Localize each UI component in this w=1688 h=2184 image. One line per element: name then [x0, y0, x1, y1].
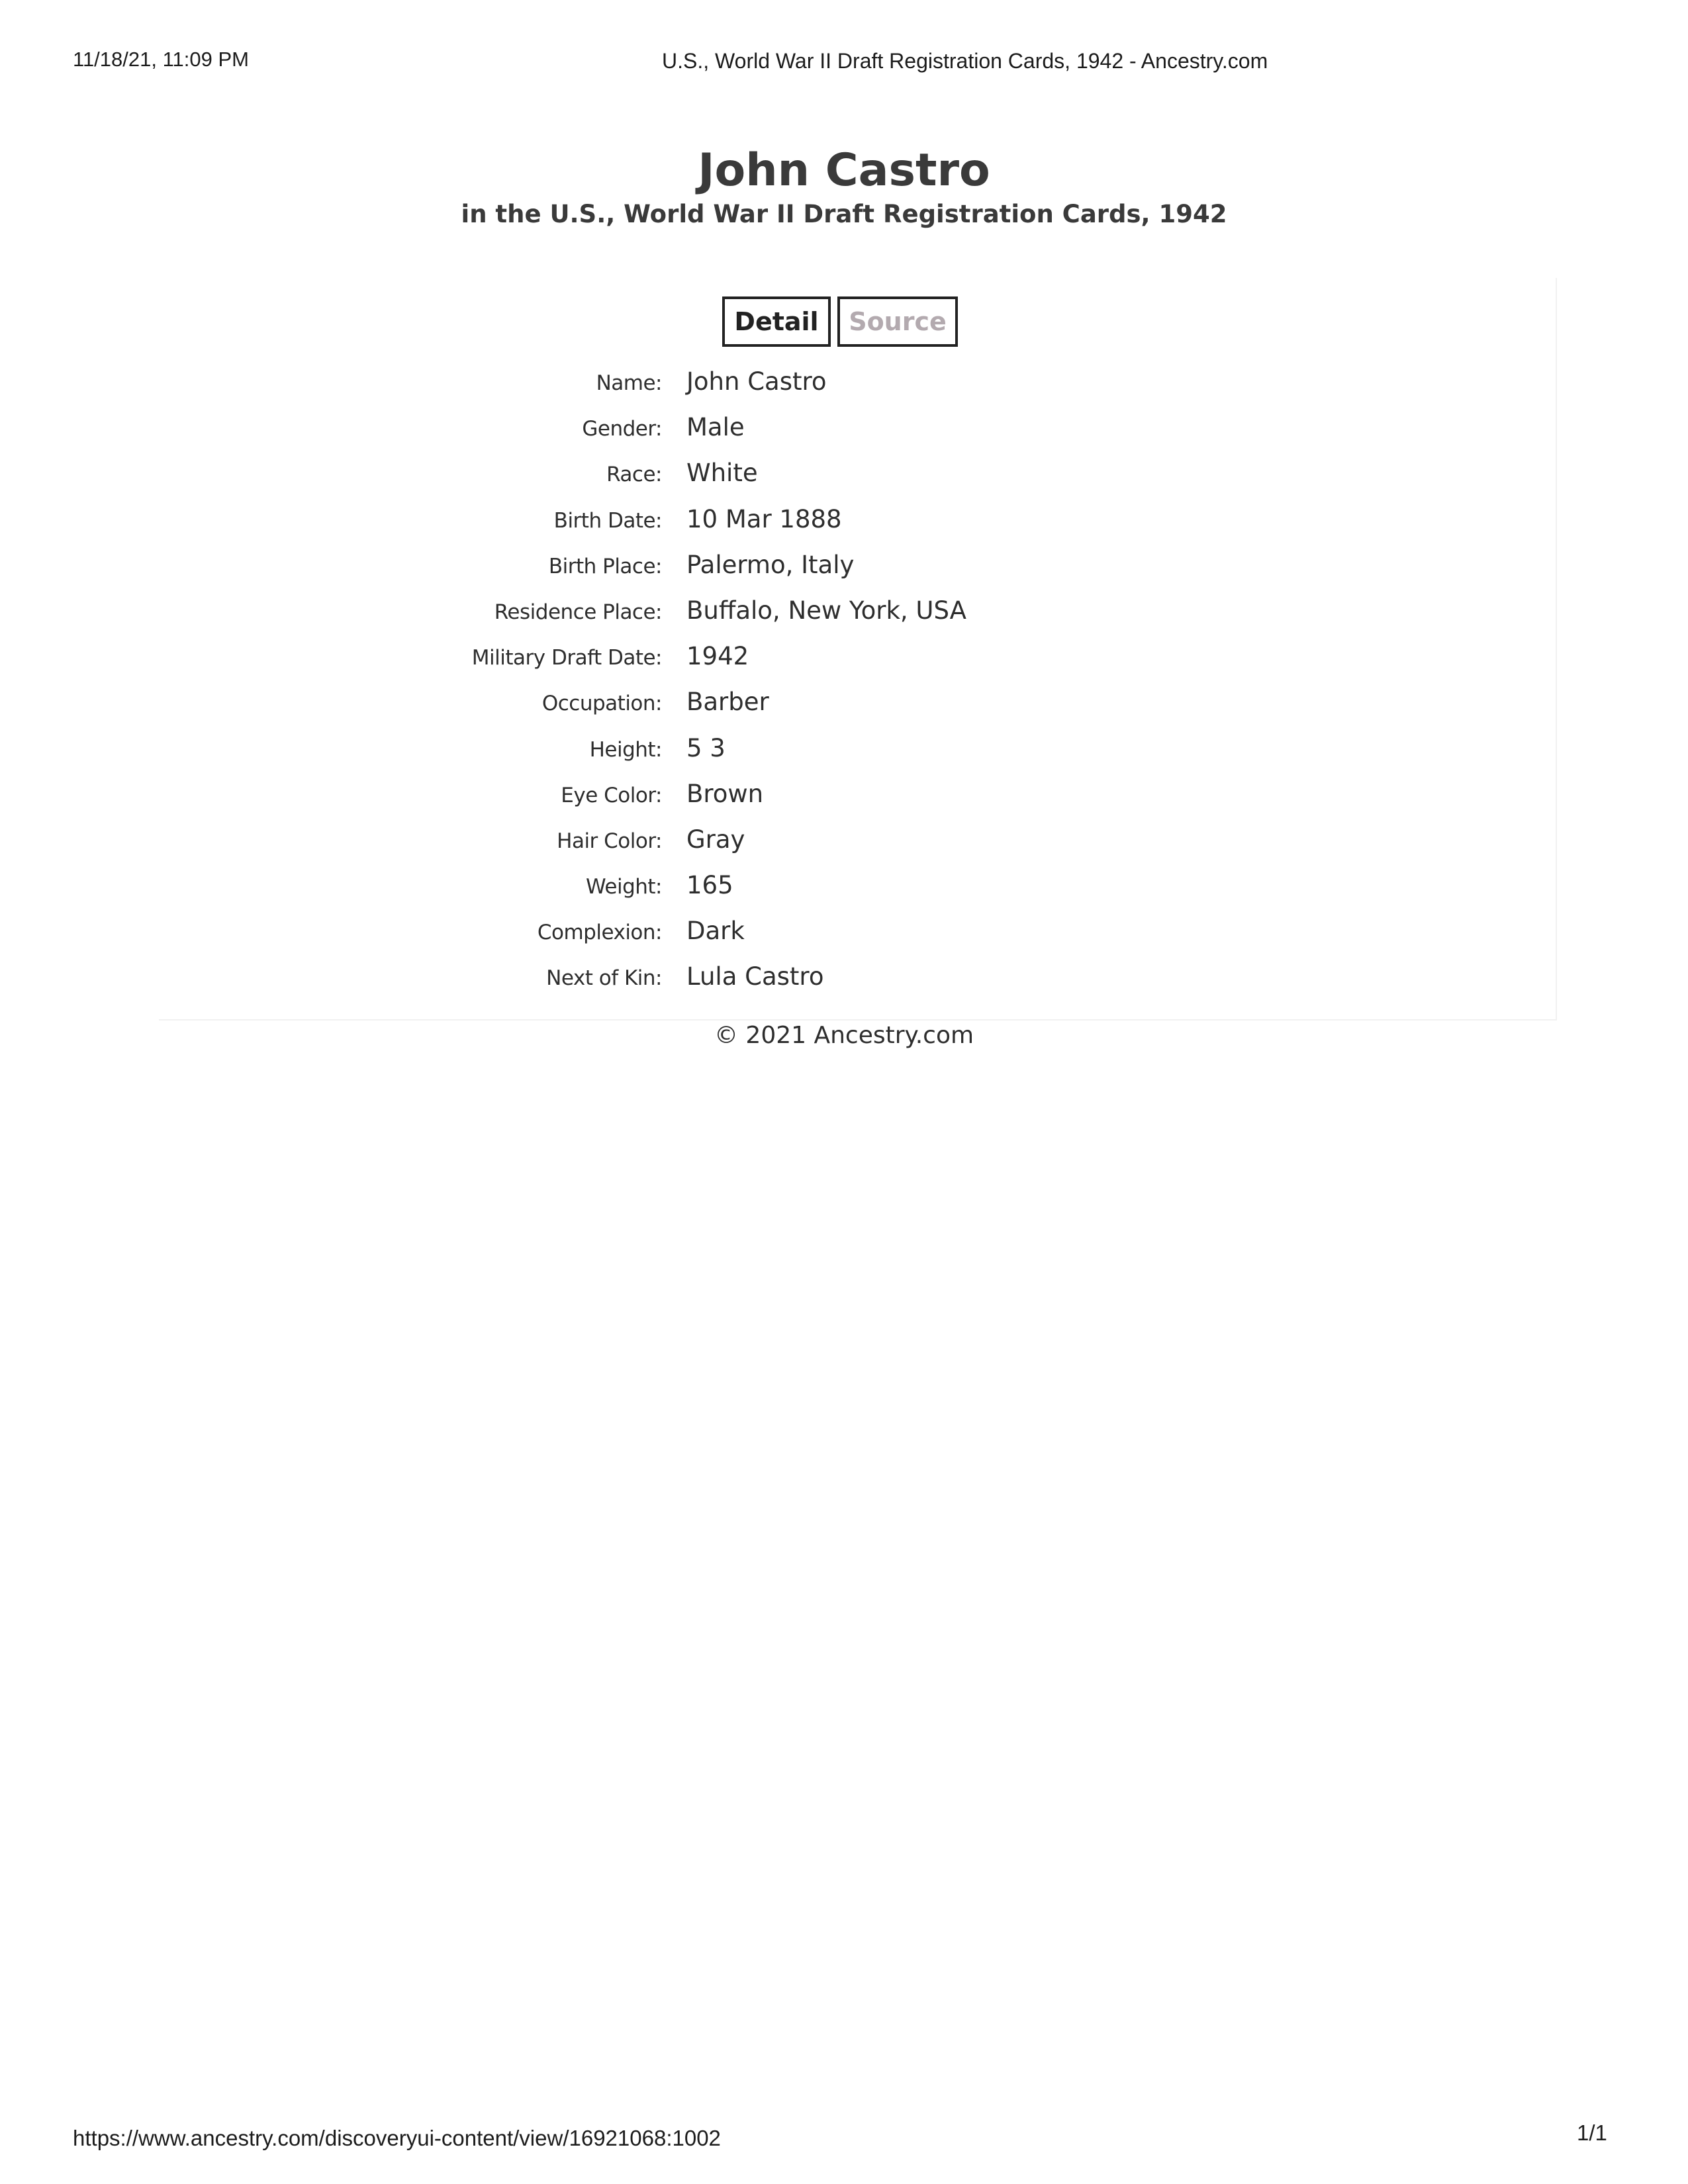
field-value: Brown: [686, 779, 764, 808]
field-row-birth-place: [0, 551, 1688, 596]
field-value: Buffalo, New York, USA: [686, 596, 966, 625]
print-page-number: 1/1: [1577, 2120, 1607, 2145]
field-value: Dark: [686, 917, 745, 946]
field-row-next-of-kin: [0, 962, 1688, 1008]
field-label: Occupation:: [541, 692, 662, 716]
record-fields: [0, 367, 1688, 1009]
field-value: 5 3: [686, 733, 726, 762]
field-row-name: [0, 367, 1688, 413]
field-label: Next of Kin:: [546, 966, 662, 991]
field-label: Weight:: [586, 875, 662, 899]
record-subtitle: in the U.S., World War II Draft Registration Cards, 1942: [461, 200, 1227, 228]
field-label: Complexion:: [537, 921, 662, 945]
field-row-height: [0, 734, 1688, 780]
field-row-race: [0, 459, 1688, 504]
field-value: Barber: [686, 688, 769, 717]
print-url: https://www.ancestry.com/discoveryui-content/view/16921068:1002: [73, 2126, 721, 2150]
tab-source[interactable]: Source: [837, 296, 958, 347]
record-title: John Castro: [698, 144, 990, 197]
tab-detail[interactable]: Detail: [722, 296, 831, 347]
field-label: Height:: [589, 737, 662, 762]
field-value: Gray: [686, 825, 745, 854]
field-value: White: [686, 459, 758, 488]
field-label: Eye Color:: [561, 783, 662, 807]
field-label: Gender:: [582, 417, 662, 441]
field-row-birth-date: [0, 505, 1688, 551]
field-row-gender: [0, 413, 1688, 459]
field-row-military-draft-date: [0, 642, 1688, 688]
field-label: Birth Date:: [553, 508, 662, 533]
field-value: Lula Castro: [686, 962, 824, 991]
record-tabs: [722, 296, 958, 347]
copyright-notice: © 2021 Ancestry.com: [714, 1022, 974, 1049]
field-label: Military Draft Date:: [471, 646, 662, 670]
field-value: 1942: [686, 642, 749, 671]
field-label: Name:: [596, 371, 662, 395]
field-value: Palermo, Italy: [686, 550, 855, 579]
field-label: Birth Place:: [548, 554, 662, 578]
print-datetime: 11/18/21, 11:09 PM: [73, 48, 249, 71]
field-label: Hair Color:: [557, 829, 662, 853]
field-value: 165: [686, 871, 733, 900]
field-label: Race:: [606, 463, 662, 487]
field-row-eye-color: [0, 780, 1688, 825]
print-page-title: U.S., World War II Draft Registration Cards, 1942 - Ancestry.com: [662, 49, 1268, 73]
field-label: Residence Place:: [494, 600, 662, 624]
field-value: Male: [686, 413, 745, 442]
field-value: 10 Mar 1888: [686, 504, 842, 533]
field-value: John Castro: [686, 367, 827, 396]
field-row-complexion: [0, 917, 1688, 962]
field-row-residence-place: [0, 596, 1688, 642]
field-row-weight: [0, 871, 1688, 917]
field-row-occupation: [0, 688, 1688, 733]
field-row-hair-color: [0, 825, 1688, 871]
